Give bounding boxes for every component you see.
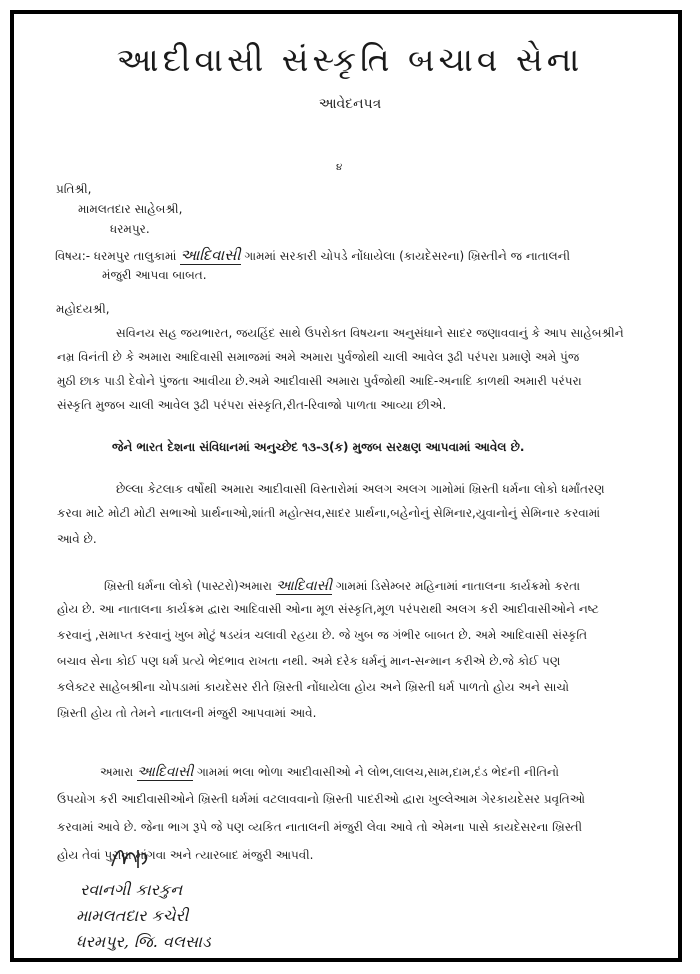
salutation: મહોદયશ્રી, (56, 302, 110, 316)
para1-line-2: નમ્ર વિનંતી છે કે અમારા આદિવાસી સમાજમાં અમે અમારા પુર્વજોથી ચાલી આવેલ રૂઢી પરંપરા પ્રમાણે અમે પુંજ (57, 350, 580, 364)
para4-village-handwritten: આદિવાસી (137, 764, 194, 780)
addressee-line-1: પ્રતિશ્રી, (56, 182, 92, 196)
subject-rest: ગામમાં સરકારી ચોપડે નોંધાયેલા (કાયદેસરના) ખ્રિસ્તીને જ નાતાલની (244, 249, 571, 263)
para3-line-2: હોય છે. આ નાતાલના કાર્યક્રમ દ્વારા આદિવાસી ઓના મૂળ સંસ્કૃતિ,મૂળ પરંપરાથી અલગ કરી આદીવાસીઓને નષ્ટ (57, 602, 599, 616)
para4-line-1-post: ગામમાં ભલા ભોળા આદીવાસીઓ ને લોભ,લાલચ,સામ,દામ,દંડ ભેદની નીતિનો (197, 765, 559, 779)
para2-line-2: કરવા માટે મોટી મોટી સભાઓ પ્રાર્થનાઓ,શાંતી મહોત્સવ,સાદર પ્રાર્થના,બહેનોનું સેમિનાર,યુવાનોનું સેમિનાર કરવામાં (57, 506, 601, 520)
para2-line-1: છેલ્લા કેટલાક વર્ષોથી અમારા આદીવાસી વિસ્તારોમાં અલગ અલગ ગામોમાં ખ્રિસ્તી ધર્મના લોકો ધર્માંતરણ (116, 482, 605, 496)
para4-line-1 (100, 764, 559, 781)
para3-line-1-post: ગામમાં ડિસેમ્બર મહિનામાં નાતાલના કાર્યક્રમો કરતા (335, 579, 581, 593)
stamp-line-3: ધરમપુર, જિ. વલસાડ (76, 932, 211, 951)
stamp-line-2: મામલતદાર કચેરી (76, 906, 189, 925)
para4-line-2: ઉપયોગ કરી આદીવાસીઓને ખ્રિસ્તી ધર્મમાં વટલાવવાનો ખ્રિસ્તી પાદરીઓ દ્વારા ખુલ્લેઆમ ગેરકાયદેસર પ્રવૃતિઓ (57, 792, 586, 806)
para3-line-6: ખ્રિસ્તી હોય તો તેમને નાતાલની મંજુરી આપવામાં આવે. (57, 706, 317, 720)
para3-village-handwritten: આદિવાસી (275, 578, 333, 594)
addressee-line-3: ધરમપુર. (110, 222, 150, 236)
subject-prefix: વિષય:- ધરમપુર તાલુકામાં (55, 249, 177, 263)
addressee-line-2: મામલતદાર સાહેબશ્રી, (78, 202, 183, 216)
para3-line-5: કલેક્ટર સાહેબશ્રીના ચોપડામાં કાયદેસર રીતે ખ્રિસ્તી નોંધાયેલા હોય અને ખ્રિસ્તી ધર્મ પાળતો હોય અને સાચો (57, 680, 570, 694)
para3-line-1 (104, 578, 580, 595)
para1-line-1: સવિનય સહ જયભારત, જયહિંદ સાથે ઉપરોક્ત વિષયના અનુસંધાને સાદર જણાવવાનું કે આપ સાહેબશ્રીને (116, 326, 624, 340)
para2-line-3: આવે છે. (57, 532, 97, 546)
subject-line-1 (55, 246, 570, 265)
para3-line-3: કરવાનું ,સમાપ્ત કરવાનું ખુબ મોટું ષડયંત્ર ચલાવી રહયા છે. જે ખુબ જ ગંભીર બાબત છે. અમે આદિવાસી સંસ્કૃતિ (57, 628, 588, 642)
constitution-line: જેને ભારત દેશના સંવિધાનમાં અનુચ્છેદ ૧૩-૩(ક) મુજબ સરક્ષણ આપવામાં આવેલ છે. (112, 440, 525, 454)
subject-line-2: મંજુરી આપવા બાબત. (102, 268, 207, 282)
para3-line-4: બચાવ સેના કોઈ પણ ધર્મ પ્રત્યે ભેદભાવ રાખતા નથી. અમે દરેક ધર્મનું માન-સન્માન કરીએ છે.જે કોઈ પણ (57, 654, 561, 668)
letterhead-subtitle: આવેદનપત્ર (318, 96, 382, 112)
stamp-line-1: રવાનગી કારકુન (80, 880, 183, 899)
para1-line-4: સંસ્કૃતિ મુજબ ચાલી આવેલ રૂઢી પરંપરા સંસ્કૃતિ,રીત-રિવાજો પાળતા આવ્યા છીએ. (57, 398, 447, 412)
page-mark: ૪ (336, 162, 343, 173)
letterhead-title: આદીવાસી સંસ્કૃતિ બચાવ સેના (116, 40, 584, 79)
para4-line-3: કરવામાં આવે છે. જેના ભાગ રૂપે જે પણ વ્યકિત નાતાલની મંજુરી લેવા આવે તો એમના પાસે કાયદેસરના ખ્રિસ્તી (57, 820, 583, 834)
para3-line-1-pre: ખ્રિસ્તી ધર્મના લોકો (પાસ્ટરો)અમારા (104, 579, 272, 593)
para1-line-3: મુઠી છાક પાડી દેવોને પુંજતા આવીયા છે.અમે આદીવાસી અમારા પુર્વજોથી આદિ-અનાદિ કાળથી અમારી પરંપરા (57, 374, 582, 388)
para4-line-1-pre: અમારા (100, 765, 134, 779)
para4-line-4: હોય તેવાં પુરાવા માંગવા અને ત્યારબાદ મંજુરી આપવી. (57, 848, 314, 862)
subject-village-handwritten: આદિવાસી (180, 246, 241, 264)
handwritten-signature (108, 842, 152, 874)
